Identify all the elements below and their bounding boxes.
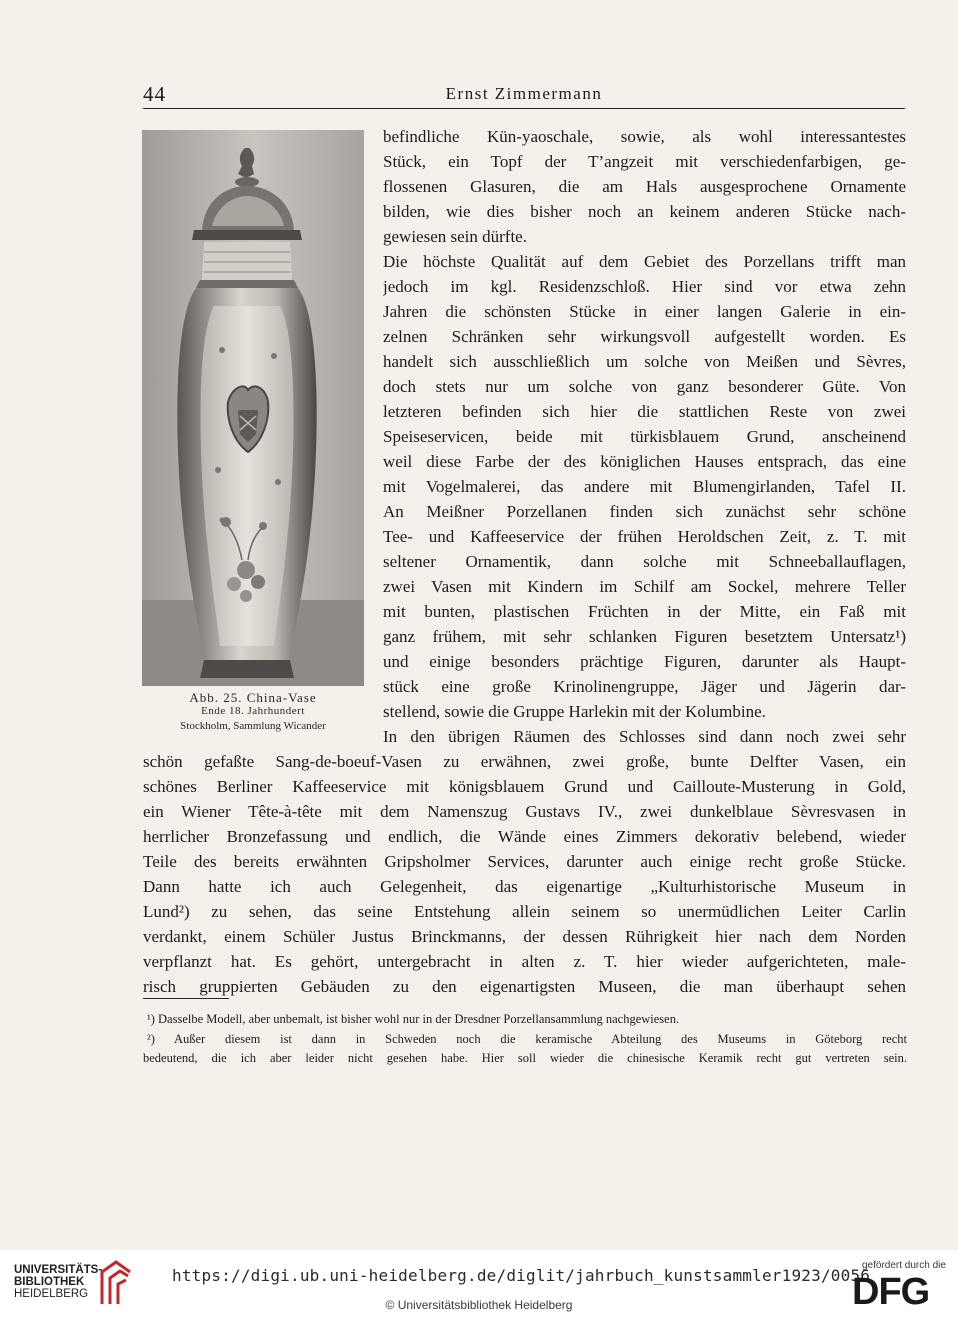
footnote-line: bedeutend, die ich aber leider nicht gesehen habe. Hier soll wieder die chinesische Keramik recht gut vertreten sein. <box>143 1051 907 1065</box>
text-line: Tee- und Kaffeeservice der frühen Heroldschen Zeit, z. T. mit <box>383 527 906 546</box>
text-line: Lund²) zu sehen, das seine Entstehung allein seinem so unermüdlichen Leiter Carlin <box>143 902 906 921</box>
library-line1: UNIVERSITÄTS- <box>14 1264 103 1276</box>
funding-note: gefördert durch die <box>862 1260 946 1271</box>
footnote-line: ²) Außer diesem ist dann in Schweden noch die keramische Abteilung des Museums in Göteborg recht <box>147 1032 907 1046</box>
library-name <box>14 1264 102 1300</box>
text-line: stellend, sowie die Gruppe Harlekin mit der Kolumbine. <box>383 702 766 721</box>
running-header <box>143 80 905 110</box>
text-line: risch gruppierten Gebäuden zu den eigenartigsten Museen, die man überhaupt sehen <box>143 977 906 996</box>
text-line: letzteren befinden sich hier die stattlichen Reste von zwei <box>383 402 906 421</box>
text-line: Stück, ein Topf der T’angzeit mit verschiedenfarbigen, ge- <box>383 152 906 171</box>
text-line: und einige besonders prächtige Figuren, darunter als Haupt- <box>383 652 906 671</box>
text-line: zwei Vasen mit Kindern im Schilf am Sockel, mehrere Teller <box>383 577 906 596</box>
text-line: zelnen Schränken sehr wirkungsvoll aufgestellt worden. Es <box>383 327 906 346</box>
library-line3: HEIDELBERG <box>14 1288 89 1300</box>
text-line: weil diese Farbe der des königlichen Hauses entsprach, das eine <box>383 452 906 471</box>
vase-photograph <box>142 130 364 686</box>
footnote-rule <box>143 998 229 999</box>
caption-collection: Stockholm, Sammlung Wicander <box>180 720 326 732</box>
library-line2: BIBLIOTHEK <box>14 1276 85 1288</box>
text-line: doch stets nur um solche von ganz besonderer Güte. Von <box>383 377 906 396</box>
text-line: Die höchste Qualität auf dem Gebiet des Porzellans trifft man <box>383 252 906 271</box>
page-url-link[interactable]: https://digi.ub.uni-heidelberg.de/diglit/jahrbuch_kunstsammler1923/0056 <box>172 1266 871 1285</box>
vase-illustration <box>142 130 364 686</box>
text-line: mit bunten, plastischen Früchten in der Mitte, ein Faß mit <box>383 602 906 621</box>
text-line: seltener Ornamentik, dann solche mit Schneeballauflagen, <box>383 552 906 571</box>
copyright-notice: © Universitätsbibliothek Heidelberg <box>385 1298 573 1312</box>
text-line: mit Vogelmalerei, das andere mit Blumengirlanden, Tafel II. <box>383 477 906 496</box>
text-line: An Meißner Porzellanen finden sich zunächst sehr schöne <box>383 502 906 521</box>
dfg-logo: DFG <box>852 1271 930 1313</box>
viewer-footer <box>0 1250 958 1322</box>
text-line: jedoch im kgl. Residenzschloß. Hier sind vor etwa zehn <box>383 277 906 296</box>
text-line: ganz frühem, mit sehr schlanken Figuren besetztem Untersatz¹) <box>383 627 906 646</box>
text-line: befindliche Kün-yaoschale, sowie, als wohl interessantestes <box>383 127 906 146</box>
text-line: verdankt, einem Schüler Justus Brinckmanns, der dessen Rührigkeit hier nach dem Norden <box>143 927 906 946</box>
footnote-line: ¹) Dasselbe Modell, aber unbemalt, ist bisher wohl nur in der Dresdner Porzellansammlung nachgewiesen. <box>147 1012 680 1026</box>
text-line: schönes Berliner Kaffeeservice mit königsblauem Grund und Cailloute-Musterung in Gold, <box>143 777 906 796</box>
caption-date: Ende 18. Jahrhundert <box>201 705 305 717</box>
text-line: stück eine große Krinolinengruppe, Jäger und Jägerin dar- <box>383 677 906 696</box>
text-line: flossenen Glasuren, die am Hals ausgesprochene Ornamente <box>383 177 906 196</box>
text-line: Jahren die schönsten Stücke in einer langen Galerie in ein- <box>383 302 906 321</box>
header-rule <box>143 108 905 109</box>
text-line: ein Wiener Tête-à-tête mit dem Namenszug Gustavs IV., zwei dunkelblaue Sèvresvasen in <box>143 802 906 821</box>
figure-caption <box>142 690 364 734</box>
caption-title: Abb. 25. China-Vase <box>189 690 317 705</box>
text-line: Dann hatte ich auch Gelegenheit, das eigenartige „Kulturhistorische Museum in <box>143 877 906 896</box>
text-line: Speiseservicen, beide mit türkisblauem Grund, anscheinend <box>383 427 906 446</box>
page-number: 44 <box>143 82 166 106</box>
text-line: Teile des bereits erwähnten Gripsholmer Services, darunter auch einige recht große Stücke. <box>143 852 906 871</box>
text-line: gewiesen sein dürfte. <box>383 227 527 246</box>
text-line: verpflanzt hat. Es gehört, untergebracht in alten z. T. hier wieder aufgerichteten, male- <box>143 952 906 971</box>
running-title: Ernst Zimmermann <box>445 84 603 103</box>
text-line: handelt sich ausschließlich um solche von Meißen und Sèvres, <box>383 352 906 371</box>
text-line: In den übrigen Räumen des Schlosses sind dann noch zwei sehr <box>383 727 906 746</box>
text-line: schön gefaßte Sang-de-boeuf-Vasen zu erwähnen, zwei große, bunte Delfter Vasen, ein <box>143 752 906 771</box>
text-line: bilden, wie dies bisher noch an keinem anderen Stücke nach- <box>383 202 906 221</box>
text-line: herrlicher Bronzefassung und endlich, die Wände eines Zimmers dekorativ belebend, wieder <box>143 827 906 846</box>
